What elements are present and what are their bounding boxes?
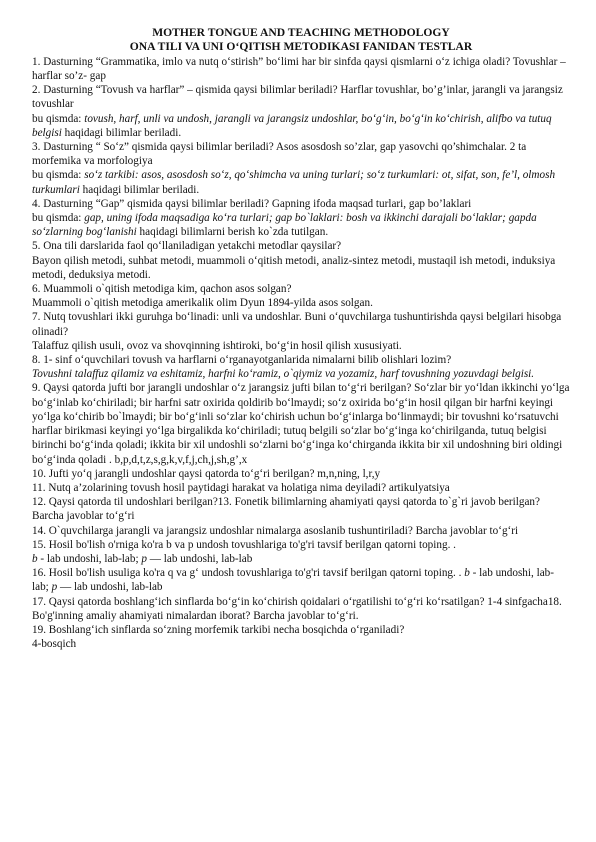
answer-6: Muammoli o`qitish metodiga amerikalik olim Dyun 1894-yilda asos solgan.	[32, 297, 373, 310]
question-6: 6. Muammoli o`qitish metodiga kim, qachon asos solgan?	[32, 283, 292, 296]
question-15-text: 15. Hosil bo'lish o'rniga ko'ra b va p undosh tovushlariga to'g'ri tavsif berilgan qatorni toping. .	[32, 538, 456, 551]
question-16-b-text: - lab undoshi, lab-lab;	[32, 567, 554, 594]
question-5: 5. Ona tili darslarida faol qo‘llaniladigan yetakchi metodlar qaysilar?	[32, 240, 342, 253]
question-12: 12. Qaysi qatorda til undoshlari berilgan?13. Fonetik bilimlarning ahamiyati qaysi qatorda to`g`ri javob berilgan? Barcha javoblar to‘g‘ri	[32, 496, 540, 523]
answer-2-lead: bu qismda:	[32, 112, 85, 125]
question-9: 9. Qaysi qatorda jufti bor jarangli undoshlar o‘z jarangsiz jufti bilan to‘g‘ri berilgan? So‘zlar bir yo‘ldan ikkinchi yo‘lga bo‘g‘inlab ko‘chiriladi; bir harfni satr oxirida qoldirib bo‘lmaydi; so‘z oxirida bo‘g‘in hosil qilgan bir harfni keyingi yo‘lga ko‘chirib bo`lmaydi; bir bo‘g‘inli so‘zlar ko‘chirish uchun bo‘g‘inlarga bo‘linmaydi; bir tovushni ko‘rsatuvchi harflar birikmasi keyingi yo‘lga birgalikda ko‘chiriladi; tutuq belgili so‘zlar bo‘g‘inga ko‘chirilganda, tutuq belgisi birinchi bo‘g‘inda qoladi; ikkita bir xil undoshli so‘zlarni bo‘g‘inga ko‘chirganda ikkita bir xil undoshning biri oldingi bo‘g‘inda qoladi . b,p,d,t,z,s,g,k,v,f,j,ch,j,sh,g’,x	[32, 382, 570, 466]
answer-7: Talaffuz qilish usuli, ovoz va shovqinning ishtiroki, bo‘g‘in hosil qilish xususiyati.	[32, 339, 402, 352]
question-15-b-letter: b	[32, 552, 38, 565]
question-2: 2. Dasturning “Tovush va harflar” – qismida qaysi bilimlar beriladi? Harflar tovushlar, bo’g’inlar, jarangli va jarangsiz tovushlar	[32, 84, 563, 111]
question-16-text: 16. Hosil bo'lish usuliga ko'ra q va g‘ undosh tovushlariga to'g'ri tavsif berilgan qatorni toping. .	[32, 567, 465, 580]
question-7: 7. Nutq tovushlari ikki guruhga bo‘linadi: unli va undoshlar. Buni o‘quvchilarga tushuntirishda qaysi belgilari hisobga olinadi?	[32, 311, 562, 338]
question-1: 1. Dasturning “Grammatika, imlo va nutq o‘stirish” bo‘limi har bir sinfda qaysi qismlarni o‘z ichiga oladi? Tovushlar – harflar so’z- gap	[32, 55, 566, 83]
answer-3-tail: haqidagi bilimlar beriladi.	[79, 183, 200, 196]
question-15-p-letter: p	[141, 552, 147, 565]
question-10: 10. Jufti yo‘q jarangli undoshlar qaysi qatorda to‘g‘ri berilgan? m,n,ning, l,r,y	[32, 467, 381, 480]
answer-2-italic: tovush, harf, unli va undosh, jarangli va jarangsiz undoshlar, bo‘g‘in, bo‘g‘in ko‘chirish, alifbo va tutuq belgisi	[32, 112, 552, 139]
answer-4-italic: gap, uning ifoda maqsadiga ko‘ra turlari; gap bo`laklari: bosh va ikkinchi darajali bo‘laklar; gapda so‘zlarning bog‘lanishi	[32, 212, 537, 239]
question-8: 8. 1- sinf o‘quvchilari tovush va harflarni o‘rganayotganlarida nimalarni bilib olishlari lozim?	[32, 354, 452, 367]
question-16	[32, 566, 570, 594]
question-16-p-text: — lab undoshi, lab-lab	[57, 581, 163, 594]
answer-8: Tovushni talaffuz qilamiz va eshitamiz, harfni ko‘ramiz, o`qiymiz va yozamiz, harf tovushning yozuvdagi belgisi.	[32, 368, 535, 381]
question-17: 17. Qaysi qatorda boshlang‘ich sinflarda bo‘g‘in ko‘chirish qoidalari o‘rgatilishi to‘g‘ri ko‘rsatilgan? 1-4 sinfgacha18. Bo'g'inning amaliy ahamiyati nimalardan iborat? Barcha javoblar to‘g‘ri.	[32, 595, 562, 622]
document-title-uzbek: ONA TILI VA UNI O‘QITISH METODIKASI FANIDAN TESTLAR	[129, 40, 473, 54]
answer-4-tail: haqidagi bilimlarni berish ko`zda tutilgan.	[136, 226, 329, 239]
question-14: 14. O`quvchilarga jarangli va jarangsiz undoshlar nimalarga asoslanib tushuntiriladi? Barcha javoblar to‘g‘ri	[32, 524, 519, 537]
question-16-b-letter: b	[464, 567, 470, 580]
answer-4-lead: bu qismda:	[32, 212, 85, 225]
question-15	[32, 538, 570, 566]
answer-5: Bayon qilish metodi, suhbat metodi, muammoli o‘qitish metodi, analiz-sintez metodi, mustaqil ish metodi, induksiya metodi, deduksiya metodi.	[32, 254, 556, 281]
answer-19: 4-bosqich	[32, 638, 77, 651]
question-15-p-text: — lab undoshi, lab-lab	[146, 552, 253, 565]
answer-3	[32, 168, 570, 196]
question-11: 11. Nutq a’zolarining tovush hosil paytidagi harakat va holatiga nima deyiladi? artikulyatsiya	[32, 481, 450, 494]
answer-4	[32, 211, 570, 239]
test-questions	[32, 55, 570, 652]
answer-2	[32, 112, 570, 140]
question-15-b-text: - lab undoshi, lab-lab;	[37, 552, 142, 565]
document-title-english: MOTHER TONGUE AND TEACHING METHODOLOGY	[152, 26, 450, 39]
question-19: 19. Boshlang‘ich sinflarda so‘zning morfemik tarkibi necha bosqichda o‘rganiladi?	[32, 623, 405, 636]
question-16-p-letter: p	[51, 581, 58, 594]
question-4: 4. Dasturning “Gap” qismida qaysi bilimlar beriladi? Gapning ifoda maqsad turlari, gap bo’laklari	[32, 197, 472, 210]
answer-3-italic: so‘z tarkibi: asos, asosdosh so‘z, qo‘shimcha va uning turlari; so‘z turkumlari: ot, sifat, son, fe’l, olmosh turkumlari	[32, 169, 556, 196]
question-3: 3. Dasturning “ So‘z” qismida qaysi bilimlar beriladi? Asos asosdosh so’zlar, gap yasovchi qo’shimchalar. 2 ta morfemika va morfologiya	[32, 141, 527, 168]
answer-3-lead: bu qismda:	[32, 169, 85, 182]
answer-2-tail: haqidagi bilimlar beriladi.	[61, 126, 182, 139]
